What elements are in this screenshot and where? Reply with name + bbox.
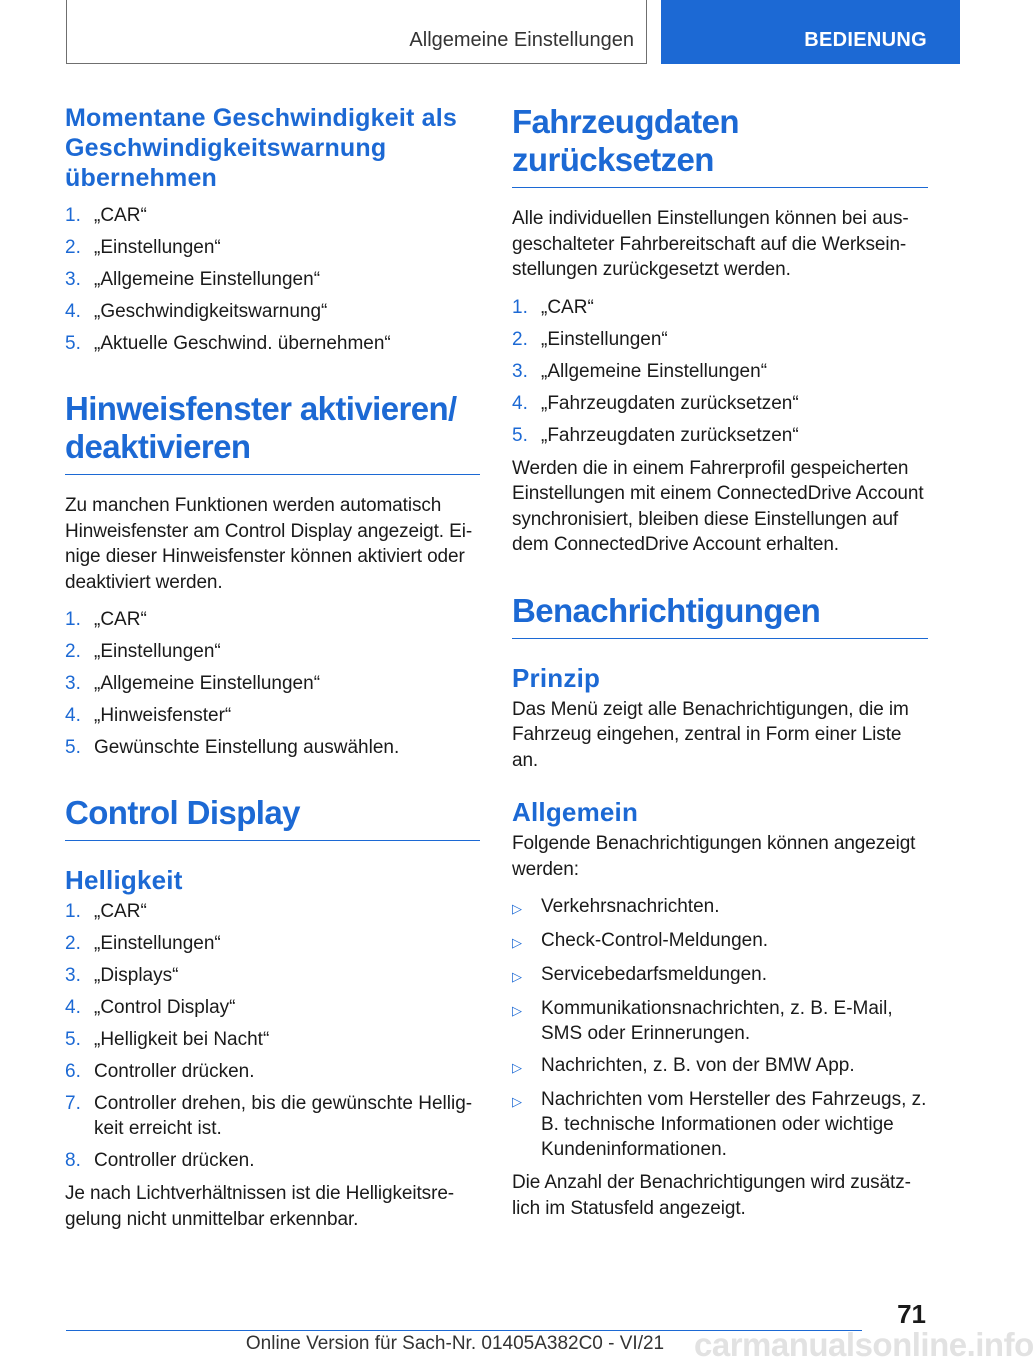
list-item: 4. „Control Display“ — [65, 997, 236, 1018]
right-column — [512, 103, 928, 1233]
header-chapter-tab — [661, 0, 960, 64]
list-item: ▷ Nachrichten, z. B. von der BMW App. — [512, 1053, 928, 1080]
list-item: 2. „Einstellungen“ — [512, 328, 668, 350]
list-item: ▷ Check-Control-Meldungen. — [512, 928, 928, 955]
list-item: 8. Controller drücken. — [65, 1150, 255, 1171]
section-title: Control Display — [65, 794, 480, 841]
header-chapter-title: BEDIENUNG — [804, 29, 927, 51]
step-list — [65, 203, 480, 356]
section-title: Hinweisfenster aktivieren/ deaktivieren — [65, 390, 480, 475]
section-title: Fahrzeugdaten zurücksetzen — [512, 103, 928, 188]
list-item: 1. „CAR“ — [65, 205, 147, 226]
paragraph: Alle individuellen Einstellungen können bei ausgeschalteter Fahrbereitschaft auf die Werkseinstellungen zurückgesetzt werden. — [512, 208, 909, 280]
triangle-bullet-icon: ▷ — [512, 935, 522, 950]
list-item: 1. „CAR“ — [65, 901, 147, 922]
triangle-bullet-icon: ▷ — [512, 1094, 522, 1109]
paragraph: Die Anzahl der Benachrichtigungen wird zusätzlich im Statusfeld angezeigt. — [512, 1172, 911, 1219]
section-title: Benachrichtigungen — [512, 592, 928, 639]
list-item: ▷ Kommunikationsnachrichten, z. B. E-Mail, SMS oder Erinnerungen. — [512, 998, 893, 1044]
subsection-title: Helligkeit — [65, 865, 183, 895]
section-notifications — [512, 592, 928, 1222]
list-item: ▷ Nachrichten vom Hersteller des Fahrzeugs, z. B. technische Informationen oder wichtige Kundeninformationen. — [512, 1089, 927, 1160]
section-speed-warning — [65, 103, 480, 356]
step-list — [65, 607, 480, 760]
section-title: Momentane Geschwindigkeit als Geschwindigkeitswarnung übernehmen — [65, 104, 458, 192]
list-item: 1. „CAR“ — [512, 296, 594, 318]
watermark: carmanualsonline.info — [694, 1326, 1034, 1363]
list-item: 3. „Allgemeine Einstellungen“ — [512, 360, 768, 382]
header-section-box — [66, 0, 647, 64]
list-item: ▷ Verkehrsnachrichten. — [512, 894, 928, 921]
paragraph: Zu manchen Funktionen werden automatisch Hinweisfenster am Control Display angezeigt. Einige dieser Hinweisfenster können aktiviert oder deaktiviert werden. — [65, 495, 473, 593]
list-item: 6. Controller drücken. — [65, 1061, 255, 1082]
list-item: 5. „Helligkeit bei Nacht“ — [65, 1029, 270, 1050]
list-item: 4. „Geschwindigkeitswarnung“ — [65, 301, 328, 322]
list-item: 4. „Hinweisfenster“ — [65, 705, 232, 726]
triangle-bullet-icon: ▷ — [512, 969, 522, 984]
step-list — [512, 295, 928, 448]
header-section-title: Allgemeine Einstellungen — [409, 29, 634, 51]
triangle-bullet-icon: ▷ — [512, 1060, 522, 1075]
page-number: 71 — [897, 1299, 926, 1329]
list-item: 3. „Allgemeine Einstellungen“ — [65, 269, 321, 290]
list-item: 3. „Displays“ — [65, 965, 179, 986]
list-item: 2. „Einstellungen“ — [65, 237, 221, 258]
section-hint-windows — [65, 390, 480, 760]
list-item: ▷ Servicebedarfsmeldungen. — [512, 962, 928, 989]
triangle-bullet-icon: ▷ — [512, 1003, 522, 1018]
list-item: 5. „Aktuelle Geschwind. übernehmen“ — [65, 333, 391, 354]
list-item: 2. „Einstellungen“ — [65, 641, 221, 662]
list-item: 7. Controller drehen, bis die gewünschte Helligkeit erreicht ist. — [65, 1093, 473, 1139]
section-reset-vehicle-data — [512, 103, 928, 558]
paragraph: Je nach Lichtverhältnissen ist die Helligkeitsregelung nicht unmittelbar erkennbar. — [65, 1183, 455, 1230]
list-item: 4. „Fahrzeugdaten zurücksetzen“ — [512, 392, 799, 414]
list-item: 5. Gewünschte Einstellung auswählen. — [65, 737, 400, 758]
left-column — [65, 103, 480, 1244]
step-list — [65, 899, 480, 1173]
subsection-title: Prinzip — [512, 662, 601, 693]
list-item: 3. „Allgemeine Einstellungen“ — [65, 673, 321, 694]
list-item: 2. „Einstellungen“ — [65, 933, 221, 954]
paragraph: Werden die in einem Fahrerprofil gespeicherten Einstellungen mit einem ConnectedDrive Account synchronisiert, bleiben diese Einstellungen auf dem ConnectedDrive Account erhalten. — [512, 457, 924, 555]
subsection-title: Allgemein — [512, 797, 639, 827]
bullet-list — [512, 894, 928, 1162]
list-item: 1. „CAR“ — [65, 609, 147, 630]
paragraph: Folgende Benachrichtigungen können angezeigt werden: — [512, 833, 916, 880]
paragraph: Das Menü zeigt alle Benachrichtigungen, die im Fahrzeug eingehen, zentral in Form einer Liste an. — [512, 698, 909, 771]
list-item: 5. „Fahrzeugdaten zurücksetzen“ — [512, 424, 799, 446]
section-control-display — [65, 794, 480, 1232]
footer-text: Online Version für Sach-Nr. 01405A382C0 - VI/21 — [245, 1333, 665, 1354]
triangle-bullet-icon: ▷ — [512, 901, 522, 916]
